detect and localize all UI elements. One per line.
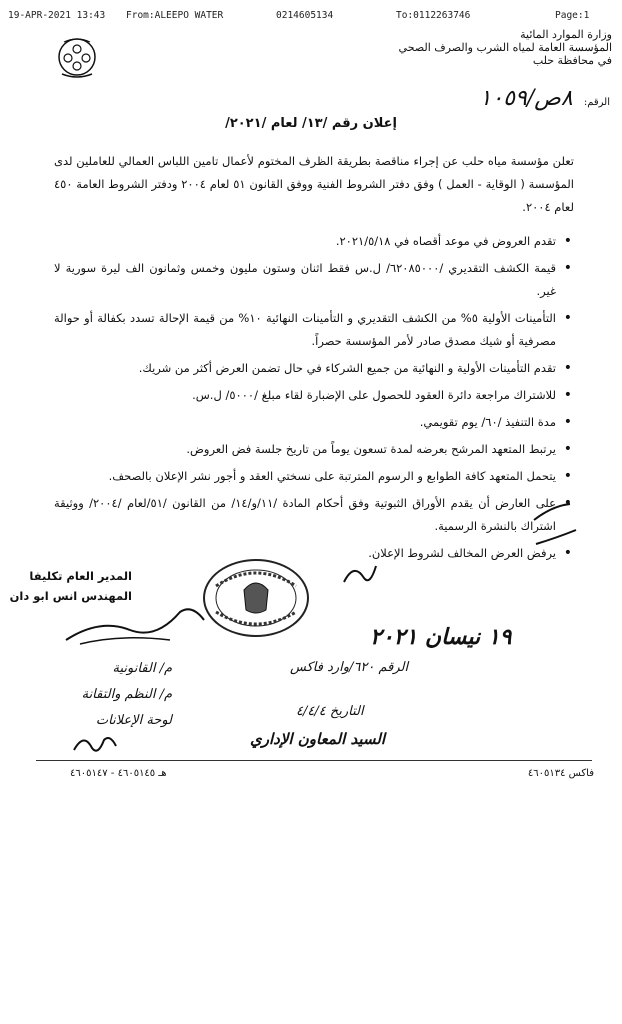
official-stamp-icon bbox=[200, 556, 312, 640]
signatory-name: المهندس انس ابو دان bbox=[9, 589, 132, 603]
footer-divider bbox=[36, 760, 592, 761]
note-it: م/ النظم والتقانة bbox=[81, 687, 172, 702]
registration-number: الرقم ٦٢٠/وارد فاكس bbox=[290, 660, 409, 675]
reference-number: ٨ص/١٠٥٩ bbox=[479, 86, 573, 111]
condition-item: • تقدم العروض في موعد أقصاه في ٢٠٢١/٥/١٨. bbox=[54, 230, 572, 253]
fax-page-number: Page:1 bbox=[555, 10, 590, 21]
reference-label: الرقم: bbox=[583, 97, 610, 108]
condition-item: • يرتبط المتعهد المرشح بعرضه لمدة تسعون يوماً من تاريخ جلسة فض العروض. bbox=[54, 438, 572, 461]
governorate-name: في محافظة حلب bbox=[532, 54, 612, 67]
fax-date-time: 19-APR-2021 13:43 bbox=[8, 10, 106, 21]
distribution-notes bbox=[22, 656, 172, 734]
condition-item: • مدة التنفيذ /٦٠/ يوم تقويمي. bbox=[54, 411, 572, 434]
signatory-role: المدير العام تكليفا bbox=[29, 569, 132, 583]
condition-item: • التأمينات الأولية ٥% من الكشف التقديري و التأمينات النهائية ١٠% من قيمة الإحالة تسدد بكفالة أو حوالة مصرفية أو شيك مصدق صادر لأمر المؤسسة حصراً. bbox=[54, 307, 572, 353]
condition-item: • تقدم التأمينات الأولية و النهائية من جميع الشركاء في حال تضمن العرض أكثر من شريك. bbox=[54, 357, 572, 380]
ministry-name: وزارة الموارد المائية bbox=[520, 28, 612, 41]
condition-item: • على العارض أن يقدم الأوراق الثبوتية وفق أحكام المادة /١١/و/١٤/ من القانون /٥١/لعام /٢٠٠٤/ ووثيقة اشتراك بالنشرة الرسمية. bbox=[54, 492, 572, 538]
signature-scribble-icon bbox=[60, 600, 210, 650]
institution-logo-icon bbox=[54, 34, 100, 80]
footer-phones: هـ ٤٦٠٥١٤٥ - ٤٦٠٥١٤٧ bbox=[70, 768, 167, 779]
fax-from: From:ALEEPO WATER bbox=[126, 10, 224, 21]
institution-name: المؤسسة العامة لمياه الشرب والصرف الصحي bbox=[398, 41, 612, 54]
conditions-list bbox=[54, 230, 572, 569]
announcement-intro: تعلن مؤسسة مياه حلب عن إجراء مناقصة بطريقة الظرف المختوم لأعمال تامين اللباس العمالي للعاملين لدى المؤسسة ( الوقاية - العمل ) وفق دفتر الشروط الفنية ووفق القانون ٥١ لعام ٢٠٠٤ ودفتر الشروط العامة ٤٥٠ لعام ٢٠٠٤. bbox=[54, 154, 574, 214]
note-board: لوحة الإعلانات bbox=[95, 713, 172, 728]
initials-scribble-icon bbox=[70, 730, 120, 758]
reference-line bbox=[480, 86, 610, 111]
announcement-title: إعلان رقم /١٣/ لعام /٢٠٢١/ bbox=[225, 116, 397, 131]
registration-date: التاريخ ٤/٤/٤ bbox=[296, 704, 364, 719]
condition-item: • للاشتراك مراجعة دائرة العقود للحصول على الإضبارة لقاء مبلغ /٥٠٠٠/ ل.س. bbox=[54, 384, 572, 407]
condition-item: • يتحمل المتعهد كافة الطوابع و الرسوم المترتبة على نسختي العقد و أجور نشر الإعلان بالصحف. bbox=[54, 465, 572, 488]
letterhead bbox=[372, 28, 612, 67]
fax-to: To:0112263746 bbox=[396, 10, 471, 21]
signature-block bbox=[9, 566, 132, 606]
note-legal: م/ القانونية bbox=[112, 661, 172, 676]
footer-fax: فاكس ٤٦٠٥١٣٤ bbox=[527, 768, 594, 779]
condition-item: • يرفض العرض المخالف لشروط الإعلان. bbox=[54, 542, 572, 565]
received-date: ١٩ نيسان ٢٠٢١ bbox=[370, 624, 512, 650]
fax-header bbox=[0, 10, 622, 24]
condition-item: • قيمة الكشف التقديري /٦٢٠٨٥٠٠٠/ ل.س فقط اثنان وستون مليون وخمس وثمانون الف ليرة سورية لا غير. bbox=[54, 257, 572, 303]
fax-number: 0214605134 bbox=[276, 10, 334, 21]
department-signature: السيد المعاون الإداري bbox=[250, 730, 385, 748]
